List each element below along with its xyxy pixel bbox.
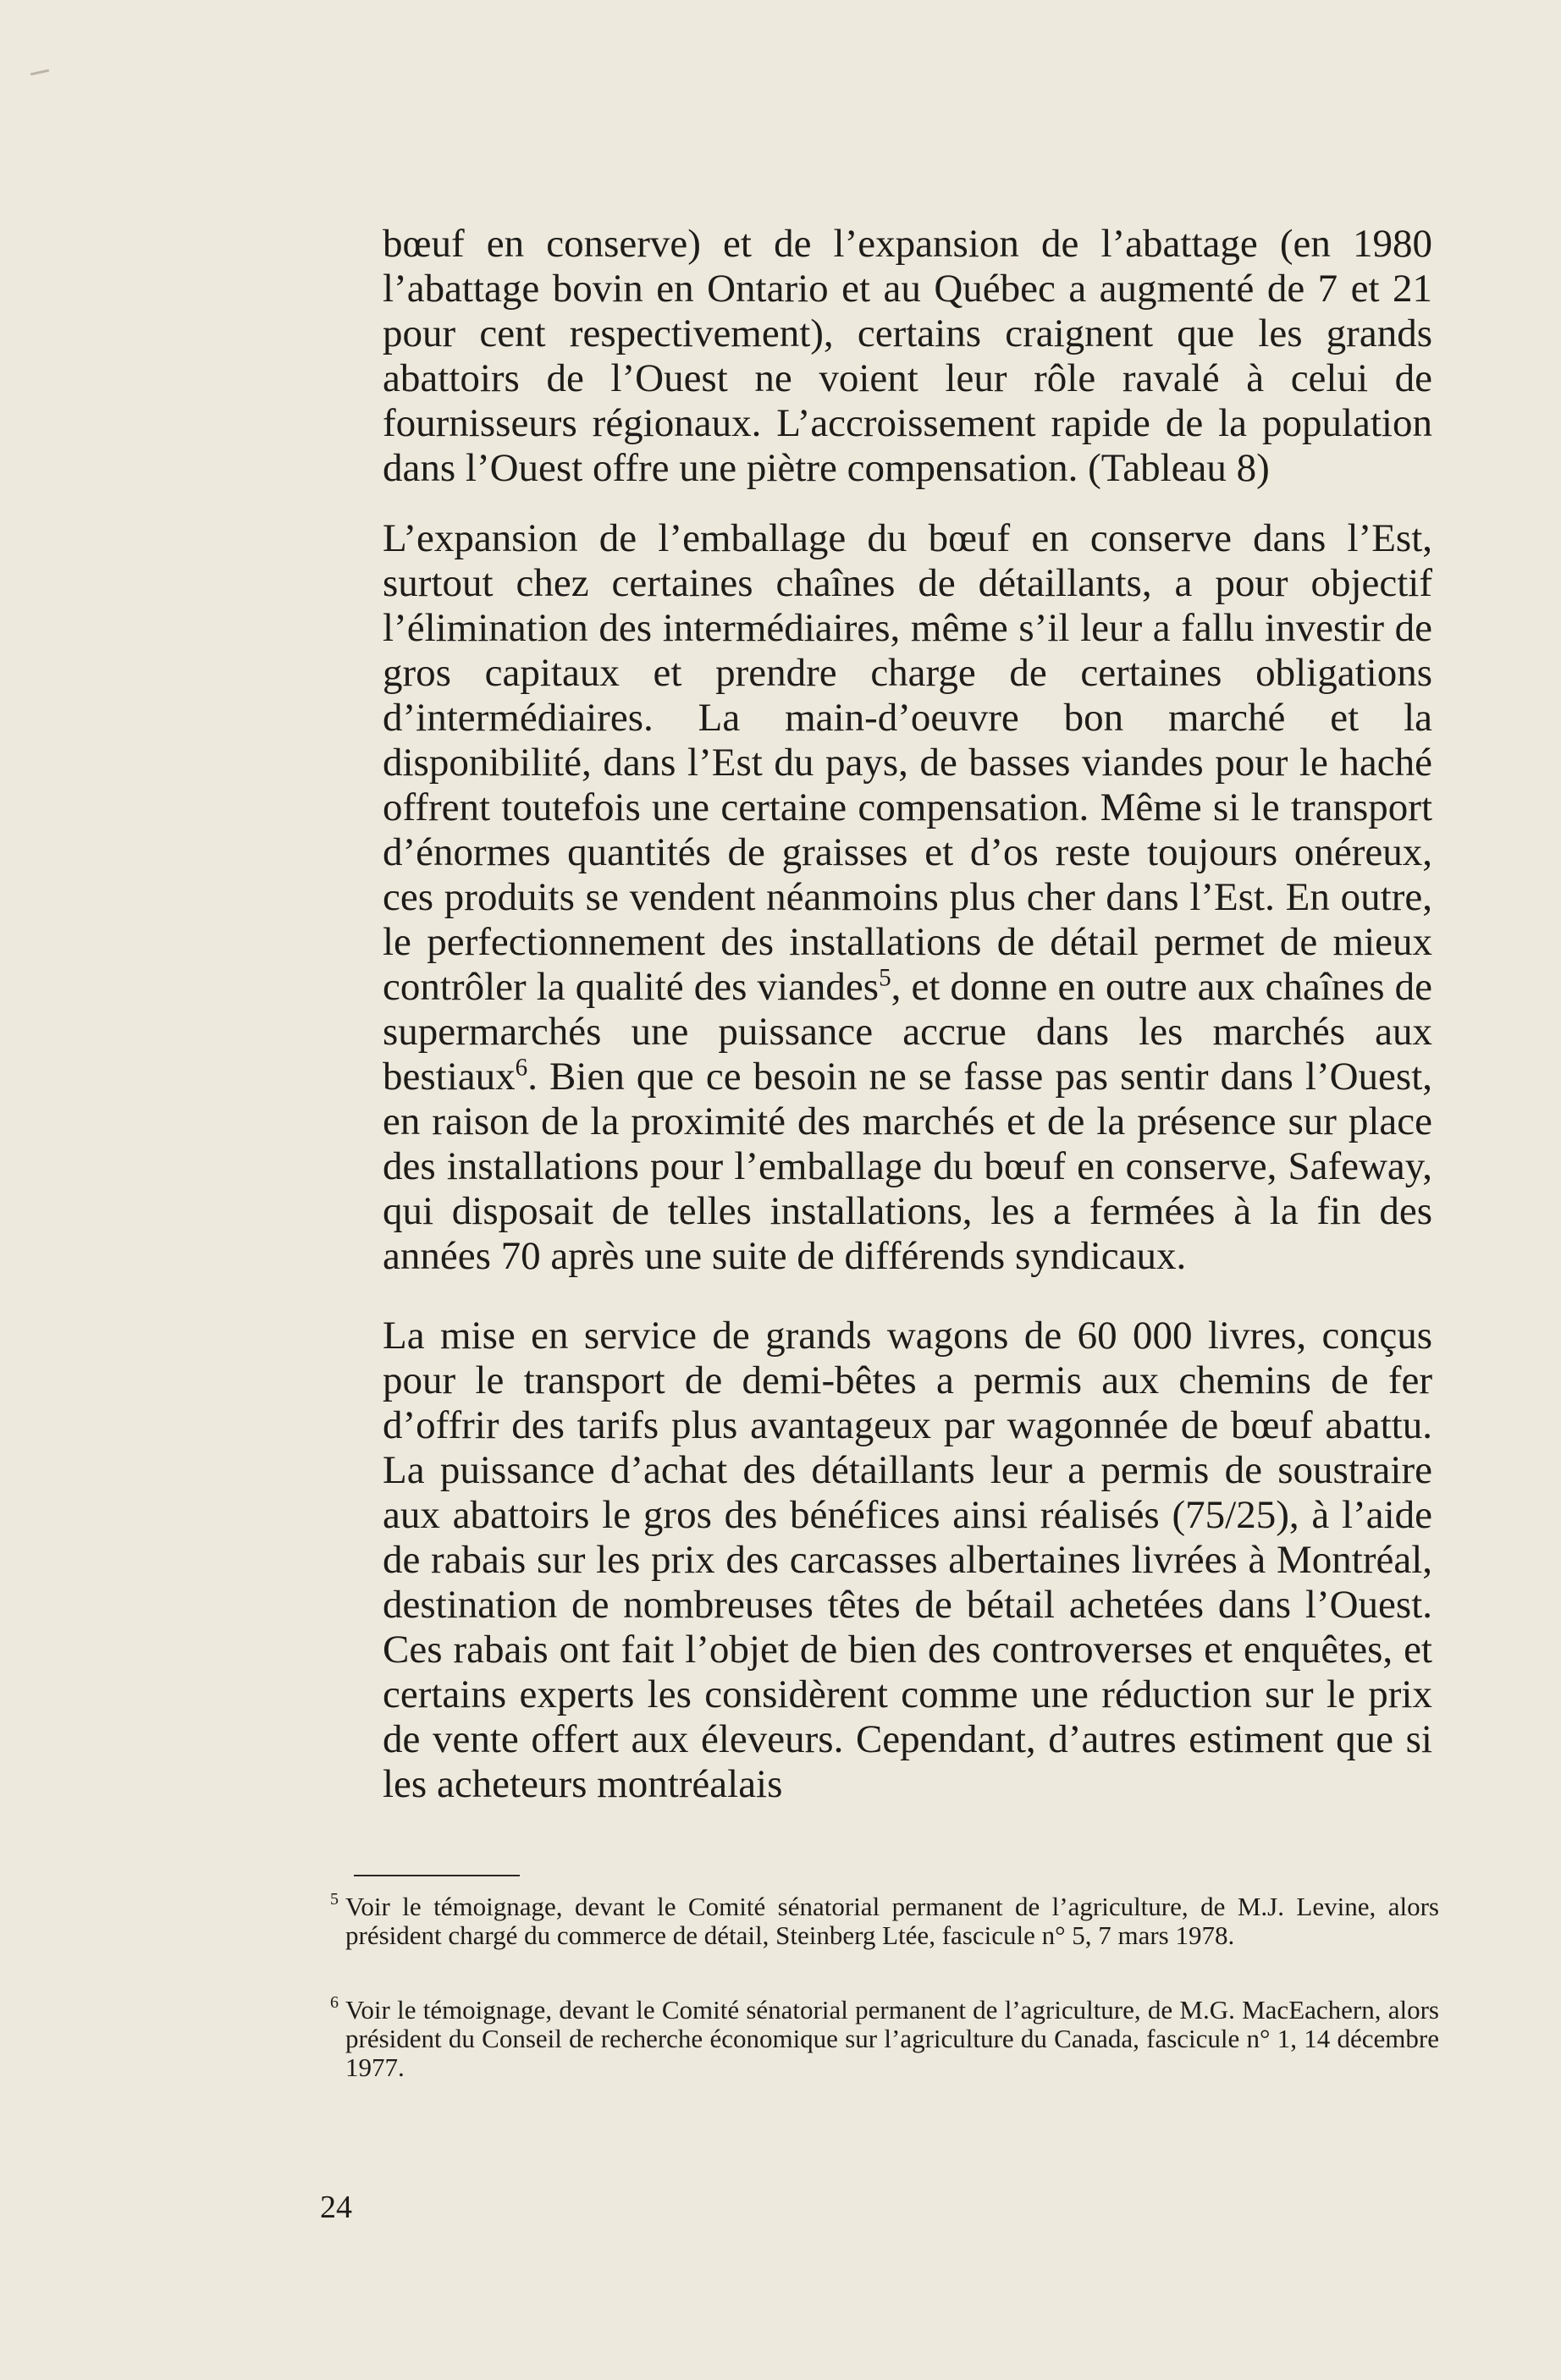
footnote-divider: [354, 1875, 520, 1876]
footnote-text: Voir le témoignage, devant le Comité sénatorial permanent de l’agriculture, de M.J. Levine, alors président chargé du commerce de détail, Steinberg Ltée, fascicule n° 5, 7 mars 1978.: [345, 1892, 1439, 1950]
footnote-6: [330, 1993, 1439, 2082]
paragraph-2-part-1: L’expansion de l’emballage du bœuf en conserve dans l’Est, surtout chez certaines chaînes de détaillants, a pour objectif l’élimination des intermédiaires, même s’il leur a fallu investir de gros capitaux et prendre charge de certaines obligations d’intermédiaires. La main-d’oeuvre bon marché et la disponibilité, dans l’Est du pays, de basses viandes pour le haché offrent toutefois une certaine compensation. Même si le transport d’énormes quantités de graisses et d’os reste toujours onéreux, ces produits se vendent néanmoins plus cher dans l’Est. En outre, le perfectionnement des installations de détail permet de mieux contrôler la qualité des viandes: [383, 516, 1432, 1009]
paragraph-3: La mise en service de grands wagons de 60 000 livres, conçus pour le transport de demi-bêtes a permis aux chemins de fer d’offrir des tarifs plus avantageux par wagonnée de bœuf abattu. La puissance d’achat des détaillants leur a permis de soustraire aux abattoirs le gros des bénéfices ainsi réalisés (75/25), à l’aide de rabais sur les prix des carcasses albertaines livrées à Montréal, destination de nombreuses têtes de bétail achetées dans l’Ouest. Ces rabais ont fait l’objet de bien des controverses et enquêtes, et certains experts les considèrent comme une réduction sur le prix de vente offert aux éleveurs. Cependant, d’autres estiment que si les acheteurs montréalais: [383, 1314, 1432, 1806]
paragraph-2-part-2: , et donne en outre aux chaînes de supermarchés une puissance accrue dans les marchés aux bestiaux: [383, 965, 1432, 1099]
footnote-mark: 6: [330, 1993, 339, 2012]
footnote-ref-5: 5: [879, 964, 891, 992]
paragraph-2-part-3: . Bien que ce besoin ne se fasse pas sentir dans l’Ouest, en raison de la proximité des marchés et de la présence sur place des installations pour l’emballage du bœuf en conserve, Safeway, qui disposait de telles installations, les a fermées à la fin des années 70 après une suite de différends syndicaux.: [383, 1055, 1432, 1278]
page-number: 24: [320, 2190, 352, 2225]
footnote-text: Voir le témoignage, devant le Comité sénatorial permanent de l’agriculture, de M.G. MacEachern, alors président du Conseil de recherche économique sur l’agriculture du Canada, fascicule n° 1, 14 décembre 1977.: [345, 1995, 1439, 2082]
footnote-5: [330, 1892, 1439, 1950]
scan-smudge: [30, 69, 49, 76]
footnote-ref-6: 6: [515, 1054, 528, 1082]
paragraph-1: bœuf en conserve) et de l’expansion de l’abattage (en 1980 l’abattage bovin en Ontario et au Québec a augmenté de 7 et 21 pour cent respectivement), certains craignent que les grands abattoirs de l’Ouest ne voient leur rôle ravalé à celui de fournisseurs régionaux. L’accroissement rapide de la population dans l’Ouest offre une piètre compensation. (Tableau 8): [383, 222, 1432, 490]
footnote-mark: 5: [330, 1890, 339, 1909]
paragraph-2: [383, 516, 1432, 1279]
